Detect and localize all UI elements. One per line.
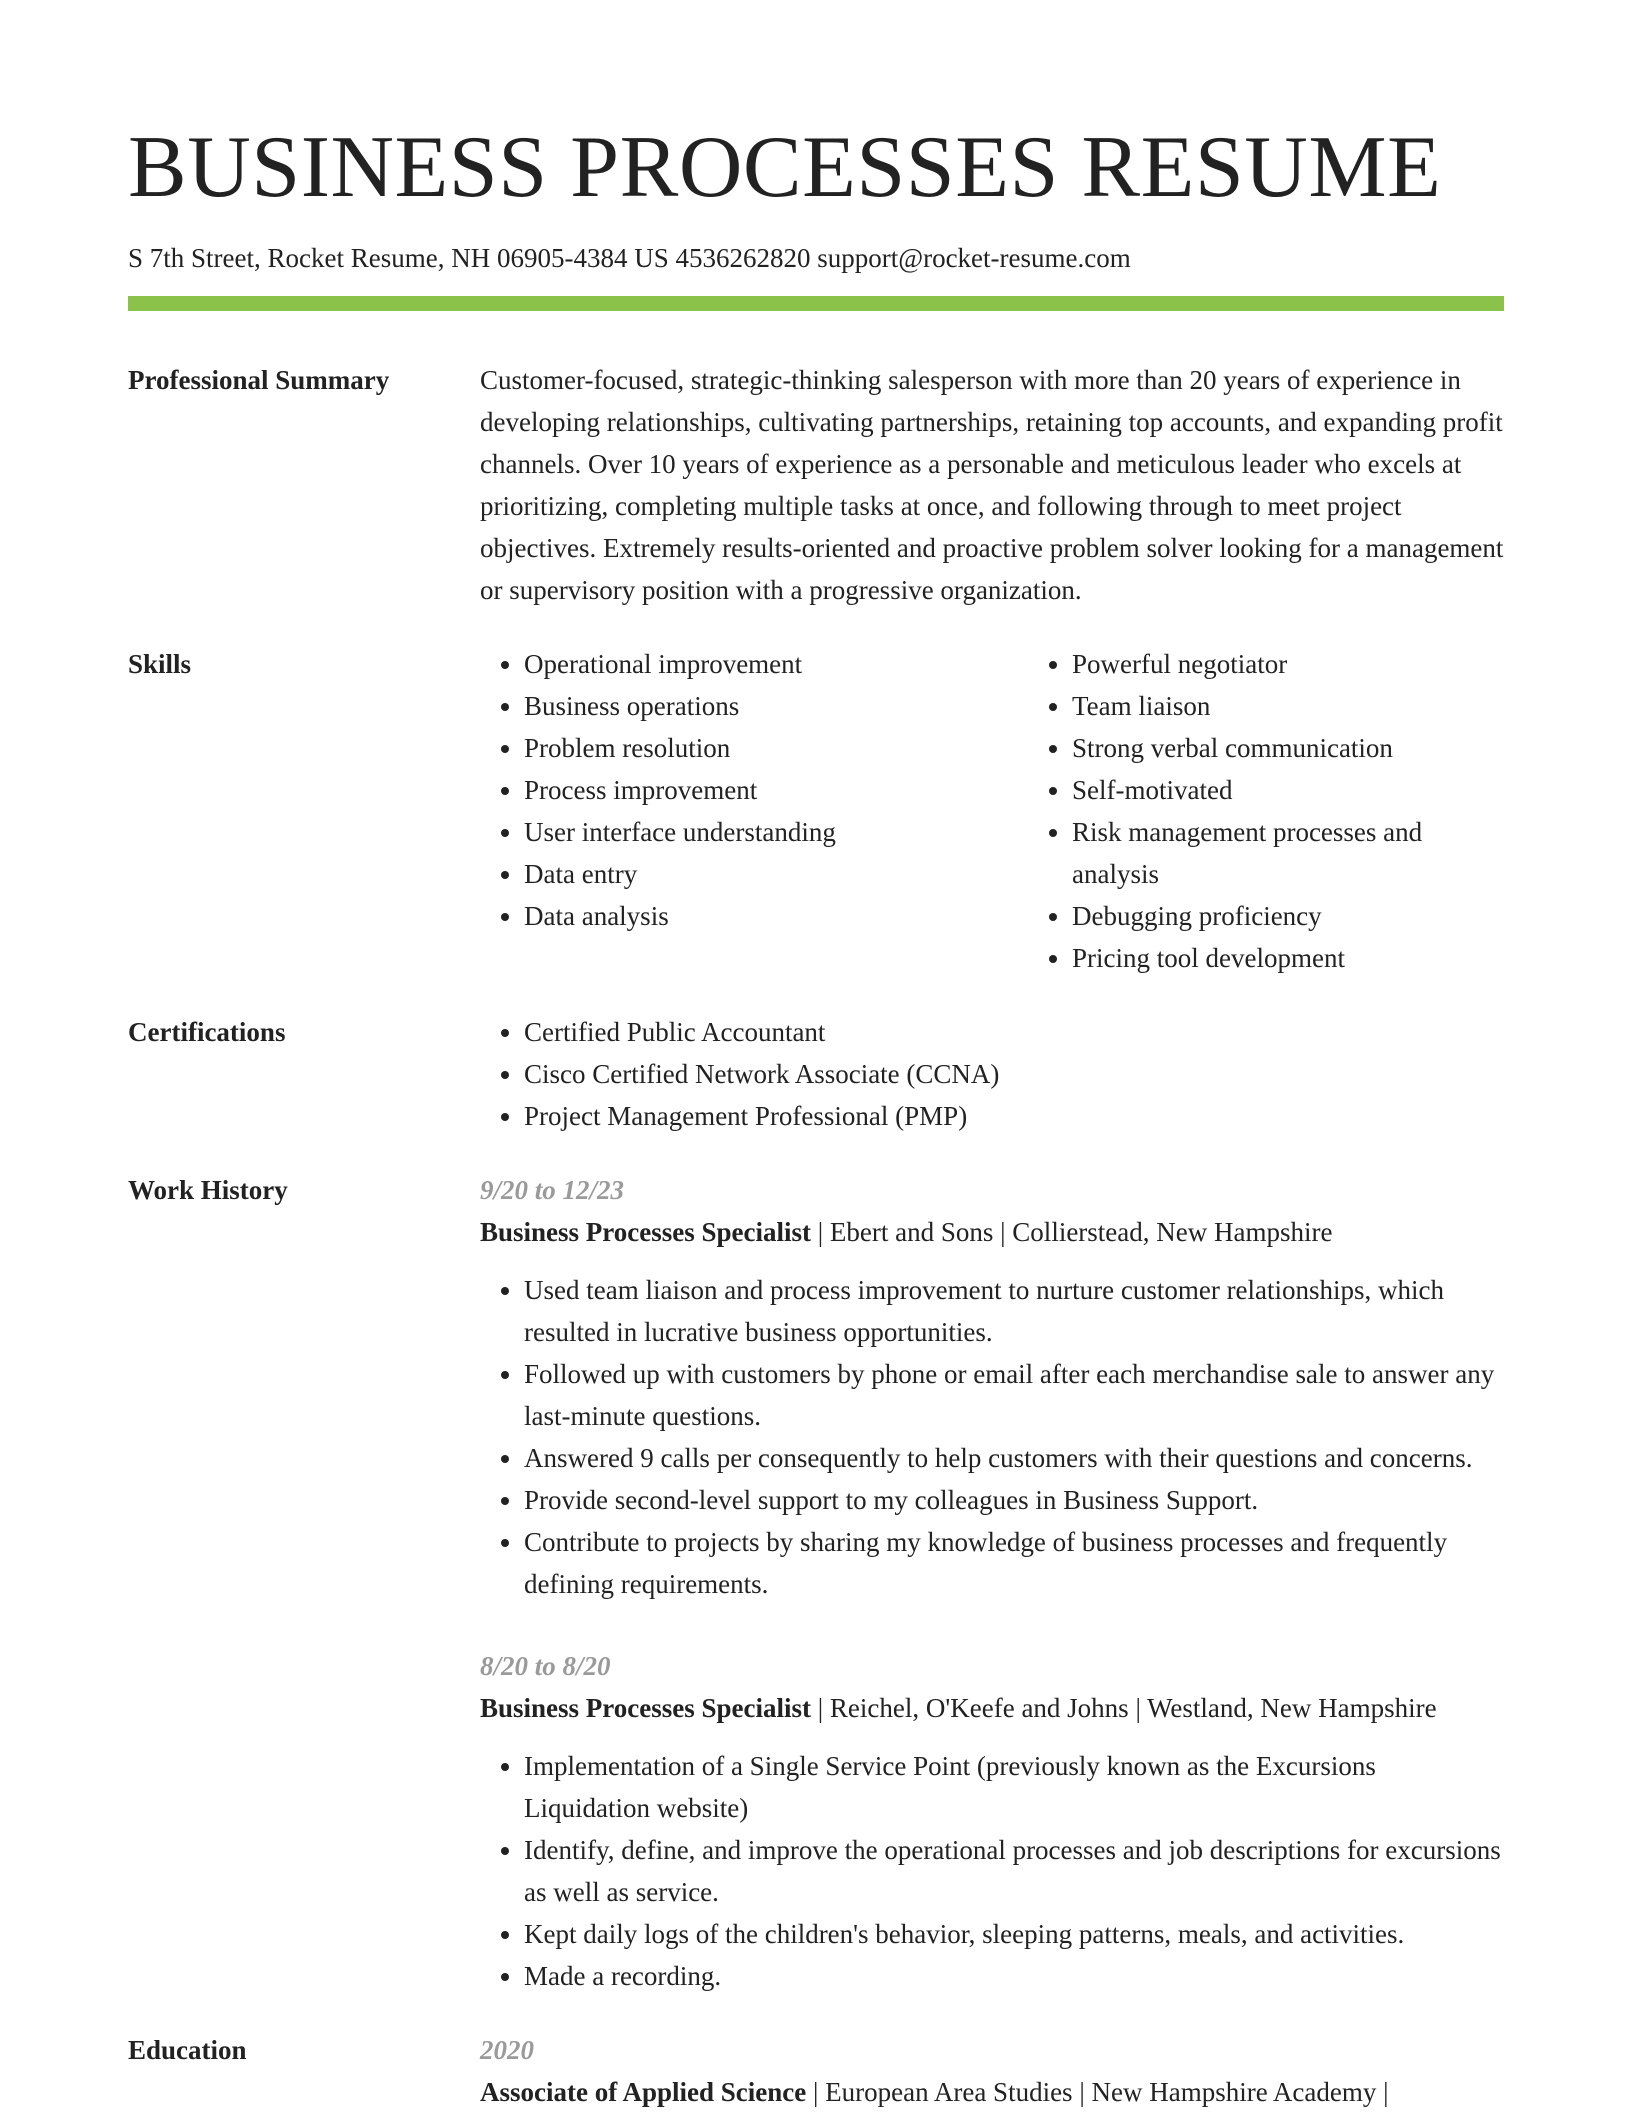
job-title: Business Processes Specialist (480, 1693, 812, 1723)
summary-text: Customer-focused, strategic-thinking salesperson with more than 20 years of experience in developing relationships, cultivating partnerships, retaining top accounts, and expanding profit channels. Over 10 years of experience as a personable and meticulous leader who excels at prioritizing, completing multiple tasks at once, and following through to meet project objectives. Extremely results-oriented and proactive problem solver looking for a management or supervisory position with a progressive organization. (480, 365, 1504, 605)
skill-item: • Self-motivated (1072, 769, 1504, 811)
skill-item: • Data analysis (524, 895, 1028, 937)
skill-item: • Operational improvement (524, 643, 1028, 685)
contact-info: S 7th Street, Rocket Resume, NH 06905-4384 US 4536262820 support@rocket-resume.com (128, 243, 1131, 273)
job-bullet: • Used team liaison and process improvement to nurture customer relationships, which resulted in lucrative business opportunities. (524, 1269, 1504, 1353)
section-label-skills: Skills (128, 649, 192, 679)
certifications-list (480, 1011, 1504, 1137)
header-divider (128, 296, 1504, 311)
skill-item: • Risk management processes and analysis (1072, 811, 1504, 895)
skill-item: • Powerful negotiator (1072, 643, 1504, 685)
certification-item: • Project Management Professional (PMP) (524, 1095, 1504, 1137)
job-entry (480, 1645, 1504, 1997)
skills-section (128, 643, 1504, 979)
job-dates: 8/20 to 8/20 (480, 1651, 611, 1681)
job-bullets (480, 1745, 1504, 1997)
summary-section (128, 359, 1504, 611)
skill-item: • Strong verbal communication (1072, 727, 1504, 769)
job-details: | Reichel, O'Keefe and Johns | Westland, New Hampshire (811, 1693, 1437, 1723)
skills-list-right (1028, 643, 1504, 979)
education-header (480, 2071, 1504, 2113)
certification-item: • Cisco Certified Network Associate (CCNA) (524, 1053, 1504, 1095)
section-label-summary: Professional Summary (128, 365, 390, 395)
certification-item: • Certified Public Accountant (524, 1011, 1504, 1053)
work-history-section (128, 1169, 1504, 1997)
job-dates: 9/20 to 12/23 (480, 1175, 625, 1205)
education-details: | European Area Studies | New Hampshire Academy | (806, 2077, 1389, 2107)
job-bullet: • Kept daily logs of the children's behavior, sleeping patterns, meals, and activities. (524, 1913, 1504, 1955)
section-label-certifications: Certifications (128, 1017, 286, 1047)
skill-item: • Problem resolution (524, 727, 1028, 769)
education-section (128, 2029, 1504, 2113)
certifications-section (128, 1011, 1504, 1137)
job-header (480, 1211, 1504, 1253)
job-bullet: • Contribute to projects by sharing my knowledge of business processes and frequently defining requirements. (524, 1521, 1504, 1605)
education-degree: Associate of Applied Science (480, 2077, 807, 2107)
job-header (480, 1687, 1504, 1729)
skill-item: • Data entry (524, 853, 1028, 895)
skill-item: • Process improvement (524, 769, 1028, 811)
job-bullet: • Provide second-level support to my colleagues in Business Support. (524, 1479, 1504, 1521)
job-bullet: • Followed up with customers by phone or email after each merchandise sale to answer any last-minute questions. (524, 1353, 1504, 1437)
job-bullet: • Identify, define, and improve the operational processes and job descriptions for excursions as well as service. (524, 1829, 1504, 1913)
job-title: Business Processes Specialist (480, 1217, 812, 1247)
skill-item: • User interface understanding (524, 811, 1028, 853)
resume-title: BUSINESS PROCESSES RESUME (128, 119, 1442, 216)
resume-page (128, 0, 1504, 2113)
skills-list-left (480, 643, 1028, 979)
job-bullet: • Answered 9 calls per consequently to help customers with their questions and concerns. (524, 1437, 1504, 1479)
job-bullets (480, 1269, 1504, 1605)
job-entry (480, 1169, 1504, 1605)
job-details: | Ebert and Sons | Collierstead, New Hampshire (811, 1217, 1333, 1247)
section-label-work-history: Work History (128, 1175, 288, 1205)
job-bullet: • Made a recording. (524, 1955, 1504, 1997)
skill-item: • Business operations (524, 685, 1028, 727)
section-label-education: Education (128, 2035, 247, 2065)
job-bullet: • Implementation of a Single Service Point (previously known as the Excursions Liquidation website) (524, 1745, 1504, 1829)
skill-item: • Pricing tool development (1072, 937, 1504, 979)
education-dates: 2020 (480, 2035, 534, 2065)
skill-item: • Debugging proficiency (1072, 895, 1504, 937)
skill-item: • Team liaison (1072, 685, 1504, 727)
